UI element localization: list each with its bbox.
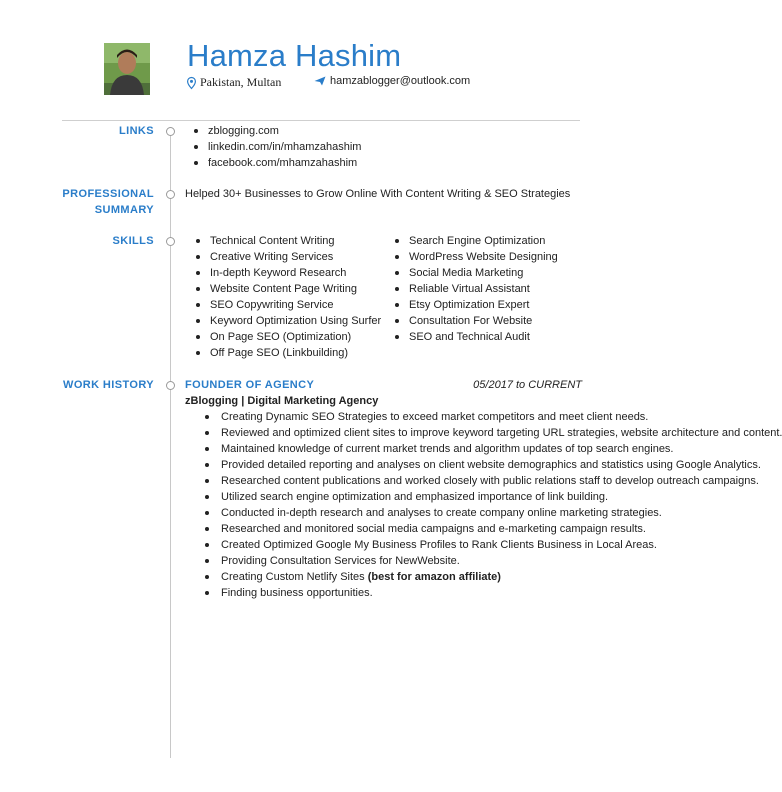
section-title-work: WORK HISTORY <box>63 379 154 391</box>
skill-item: On Page SEO (Optimization) <box>194 329 381 345</box>
email-link[interactable]: hamzablogger@outlook.com <box>330 75 471 87</box>
duty-item: Reviewed and optimized client sites to improve keyword targeting URL strategies, website architecture and content. <box>205 425 585 441</box>
summary-title-line1: PROFESSIONAL <box>62 188 154 200</box>
job-date-range: 05/2017 to CURRENT <box>473 379 582 391</box>
skill-item: Keyword Optimization Using Surfer <box>194 313 381 329</box>
send-icon <box>314 76 326 86</box>
email[interactable] <box>314 75 470 87</box>
duty-item-netlify <box>205 569 585 585</box>
header-divider <box>62 120 580 121</box>
duty-item: Finding business opportunities. <box>205 585 585 601</box>
skill-item: Etsy Optimization Expert <box>393 297 558 313</box>
section-title-links: LINKS <box>119 125 154 137</box>
timeline-node <box>166 381 175 390</box>
timeline-line <box>170 128 171 758</box>
skill-item: Creative Writing Services <box>194 249 381 265</box>
duty-netlify-text: Creating Custom Netlify Sites <box>221 571 368 583</box>
summary-text: Helped 30+ Businesses to Grow Online With Content Writing & SEO Strategies <box>185 188 571 200</box>
link-facebook[interactable]: facebook.com/mhamzahashim <box>192 155 361 171</box>
skill-item: Search Engine Optimization <box>393 233 558 249</box>
job-title: FOUNDER OF AGENCY <box>185 379 315 391</box>
profile-photo <box>104 43 150 95</box>
duty-item: Creating Dynamic SEO Strategies to exceed market competitors and meet client needs. <box>205 409 585 425</box>
link-linkedin[interactable]: linkedin.com/in/mhamzahashim <box>192 139 361 155</box>
duties-list <box>205 409 782 601</box>
timeline-node <box>166 237 175 246</box>
duty-item: Providing Consultation Services for NewWebsite. <box>205 553 585 569</box>
duty-item: Researched and monitored social media campaigns and e-marketing campaign results. <box>205 521 585 537</box>
skill-item: Reliable Virtual Assistant <box>393 281 558 297</box>
link-website[interactable]: zblogging.com <box>192 123 361 139</box>
skill-item: Technical Content Writing <box>194 233 381 249</box>
skills-list-right <box>393 233 558 345</box>
duty-item: Maintained knowledge of current market trends and algorithm updates of top search engines. <box>205 441 585 457</box>
location-text: Pakistan, Multan <box>200 75 282 89</box>
skills-list-left <box>194 233 381 361</box>
skill-item: Social Media Marketing <box>393 265 558 281</box>
duty-item: Provided detailed reporting and analyses on client website demographics and statistics using Google Analytics. <box>205 457 585 473</box>
section-title-skills: SKILLS <box>112 235 154 247</box>
duty-item: Conducted in-depth research and analyses to create company online marketing strategies. <box>205 505 585 521</box>
timeline-node <box>166 190 175 199</box>
duty-item: Created Optimized Google My Business Profiles to Rank Clients Business in Local Areas. <box>205 537 585 553</box>
skill-item: Website Content Page Writing <box>194 281 381 297</box>
skill-item: In-depth Keyword Research <box>194 265 381 281</box>
duty-item: Researched content publications and worked closely with public relations staff to develop outreach campaigns. <box>205 473 585 489</box>
duty-netlify-bold: (best for amazon affiliate) <box>367 571 501 583</box>
section-title-summary <box>0 186 154 218</box>
skill-item: WordPress Website Designing <box>393 249 558 265</box>
skill-item: SEO and Technical Audit <box>393 329 558 345</box>
company-name: zBlogging | Digital Marketing Agency <box>185 395 379 407</box>
duty-item: Utilized search engine optimization and emphasized importance of link building. <box>205 489 585 505</box>
skill-item: Off Page SEO (Linkbuilding) <box>194 345 381 361</box>
candidate-name: Hamza Hashim <box>187 38 402 73</box>
skill-item: Consultation For Website <box>393 313 558 329</box>
location-pin-icon <box>187 77 196 89</box>
skill-item: SEO Copywriting Service <box>194 297 381 313</box>
links-list <box>192 123 361 171</box>
timeline-node <box>166 127 175 136</box>
summary-title-line2: SUMMARY <box>94 204 154 216</box>
location <box>187 75 281 90</box>
